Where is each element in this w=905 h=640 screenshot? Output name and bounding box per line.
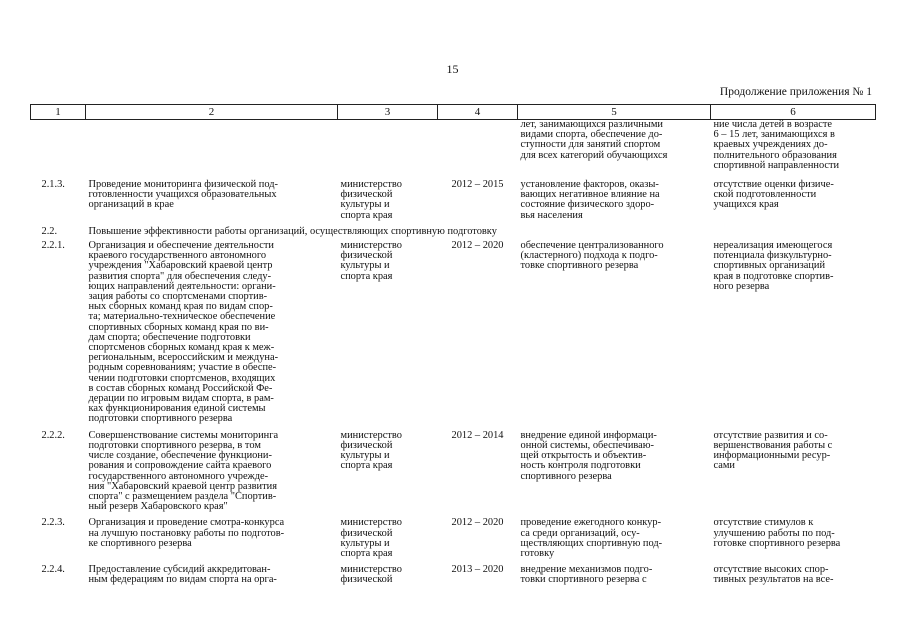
column-header-5: 5	[518, 105, 711, 120]
measures-table	[30, 104, 876, 586]
cell-years: 2012 – 2020	[451, 517, 504, 529]
cell-measure: Организация и обеспечение деятельности краевого государственного автономного учреждения "Хабаровский краевой центр развития спорта" для обеспечения следу- ющих направлений деятельности: органи- зация работы со спортсменами спортив- ных сборных команд края по видам спор- та; материально-техническое обеспечение спортивных сборных команд края по ви- дам спорта; обеспечение подготовки спортсменов сборных команд края к меж- региональным, всероссийским и междуна- родным соревнованиям; участие в обеспе- чении подготовки спортсменов, входящих в состав сборных команд Российской Фе- дерации по игровым видам спорта, в рам- ках функционирования единой системы подготовки спортивного резерва	[88, 240, 279, 425]
cell-measure: Организация и проведение смотра-конкурса на лучшую постановку работы по подготов- ке спортивного резерва	[88, 517, 285, 549]
cell-years: 2013 – 2020	[451, 564, 504, 576]
continuation-caption: Продолжение приложения № 1	[719, 86, 872, 98]
cell-number: 2.2.2.	[41, 429, 65, 441]
cell-years: 2012 – 2020	[451, 240, 504, 252]
column-header-4: 4	[438, 105, 518, 120]
cell-executor: министерство физической	[340, 564, 402, 586]
cell-executor: министерство физической культуры и спорта края	[340, 517, 402, 559]
cell-result: внедрение единой информаци- онной системы, обеспечиваю- щей открытость и объектив- ность контроля подготовки спортивного резерва	[520, 429, 657, 482]
cell-risk: отсутствие стимулов к улучшению работы по под- готовке спортивного резерва	[713, 517, 841, 549]
table-header-row	[31, 105, 876, 120]
cell-executor: министерство физической культуры и спорта края	[340, 429, 402, 472]
table-row-continued	[31, 120, 876, 181]
cell-executor: министерство физической культуры и спорта края	[340, 179, 402, 221]
cell-measure: Совершенствование системы мониторинга подготовки спортивного резерва, в том числе создание, обеспечение функциони- рования и сопровождение сайта краевого государственного автономного учрежде- ния "Хабаровский краевой центр развития спорта" с размещением раздела "Спортив- ный резерв Хабаровского края"	[88, 429, 279, 513]
page-number: 15	[446, 62, 459, 76]
table-row	[31, 180, 876, 227]
cell-number: 2.2.4.	[41, 564, 65, 576]
cell-risk: отсутствие оценки физиче- ской подготовленности учащихся края	[713, 179, 834, 211]
section-row	[31, 227, 876, 241]
cell-years: 2012 – 2014	[451, 429, 504, 441]
cell-result: лет, занимающихся различными видами спорта, обеспечение до- ступности для занятий спортом для всех категорий обучающихся	[520, 119, 668, 161]
column-header-1: 1	[31, 105, 86, 120]
cell-executor: министерство физической культуры и спорта края	[340, 240, 402, 282]
cell-number: 2.2.1.	[41, 240, 65, 252]
table-row	[31, 241, 876, 431]
cell-years: 2012 – 2015	[451, 179, 504, 191]
table-row	[31, 518, 876, 565]
cell-number: 2.2.3.	[41, 517, 65, 529]
column-header-2: 2	[86, 105, 338, 120]
column-header-6: 6	[711, 105, 876, 120]
cell-result: проведение ежегодного конкур- са среди организаций, осу- ществляющих спортивную под- готовку	[520, 517, 663, 559]
cell-risk: ние числа детей в возрасте 6 – 15 лет, занимающихся в краевых учреждениях до- полнительного образования спортивной направленности	[713, 119, 840, 171]
cell-risk: отсутствие высоких спор- тивных результатов на все-	[713, 564, 834, 586]
column-header-3: 3	[338, 105, 438, 120]
table-row	[31, 565, 876, 585]
section-title: Повышение эффективности работы организаций, осуществляющих спортивную подготовку	[88, 225, 497, 237]
cell-result: внедрение механизмов подго- товки спортивного резерва с	[520, 564, 653, 586]
cell-measure: Проведение мониторинга физической под- готовленности учащихся образовательных организаций в крае	[88, 179, 278, 211]
table-row	[31, 431, 876, 519]
cell-number: 2.1.3.	[41, 179, 65, 191]
cell-risk: отсутствие развития и со- вершенствования работы с информационными ресур- сами	[713, 429, 833, 472]
cell-measure: Предоставление субсидий аккредитован- ным федерациям по видам спорта на орга-	[88, 564, 277, 586]
cell-number: 2.2.	[41, 225, 58, 237]
cell-result: установление факторов, оказы- вающих негативное влияние на состояние физического здоро- вья населения	[520, 179, 660, 221]
cell-result: обеспечение централизованного (кластерного) подхода к подго- товке спортивного резерва	[520, 240, 664, 272]
cell-risk: нереализация имеющегося потенциала физкультурно- спортивных организаций края в подготовке спортив- ного резерва	[713, 240, 834, 292]
